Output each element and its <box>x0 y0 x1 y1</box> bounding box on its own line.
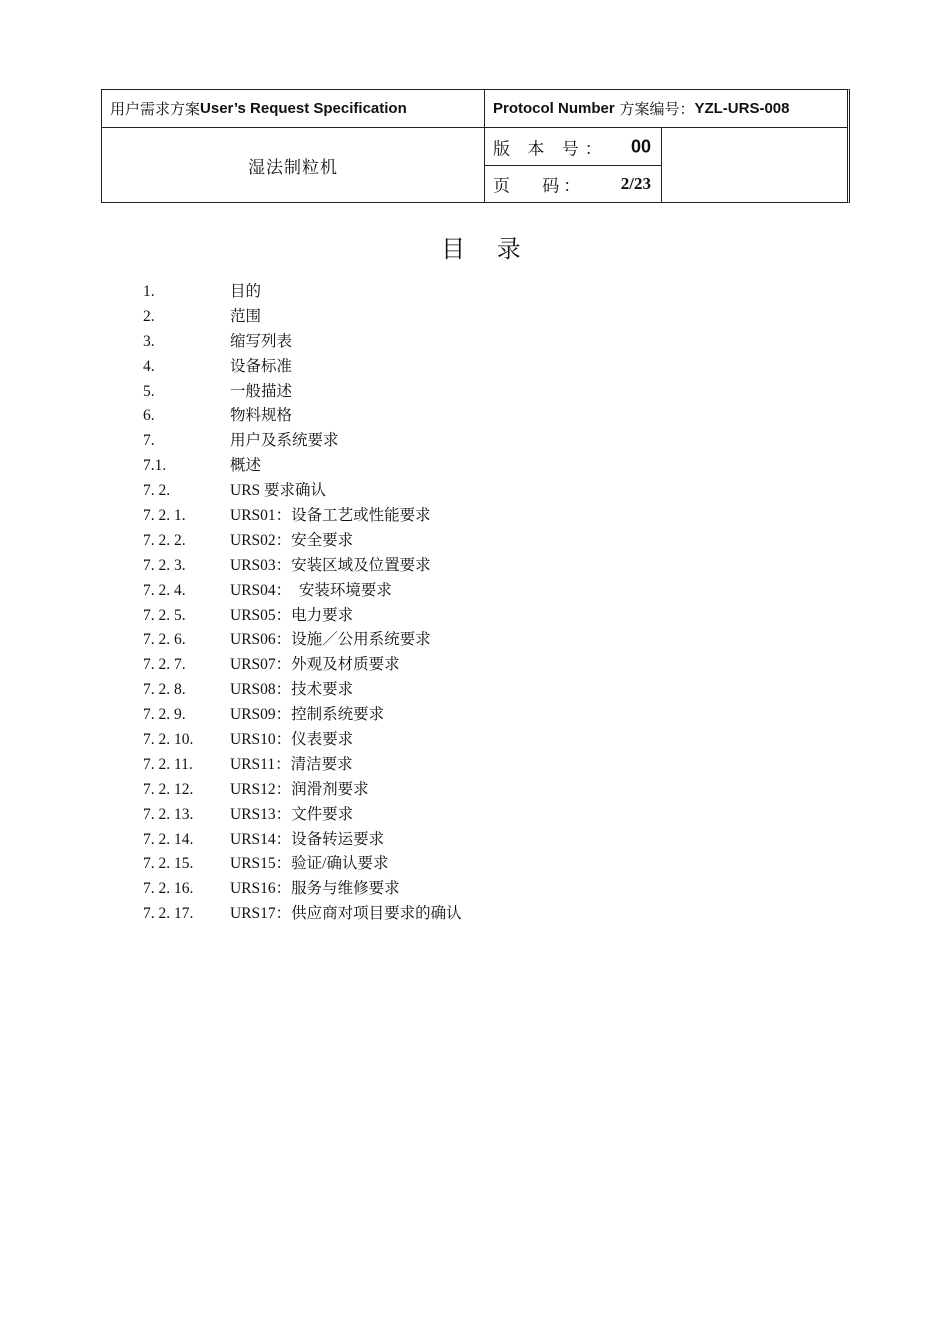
toc-entry-number: 7. 2. 16. <box>143 880 194 898</box>
toc-entry-number: 7. 2. 3. <box>143 556 186 574</box>
toc-entry-number: 7. 2. 5. <box>143 606 186 624</box>
toc-entry-text: 用户及系统要求 <box>230 432 339 450</box>
toc-entry-number: 7. 2. 13. <box>143 805 194 823</box>
toc-entry-text: URS15：验证/确认要求 <box>230 855 389 873</box>
toc-entry[interactable] <box>143 677 462 702</box>
toc-entry-text: URS04： 安装环境要求 <box>230 581 392 599</box>
toc-entry-text: 目的 <box>230 283 262 300</box>
toc-entry[interactable] <box>143 528 462 553</box>
page-number-cell <box>485 166 662 202</box>
toc-entry-text: 一般描述 <box>230 382 293 400</box>
toc-entry-number: 7. 2. 9. <box>143 706 186 724</box>
toc-entry[interactable] <box>143 802 462 827</box>
toc-entry-text: URS14：设备转运要求 <box>230 830 385 848</box>
blank-cell <box>662 128 848 202</box>
table-of-contents <box>143 279 462 926</box>
page-label: 页 码： <box>493 176 585 197</box>
equipment-name: 湿法制粒机 <box>248 157 338 178</box>
version-cell <box>485 128 662 166</box>
toc-entry-number: 7. 2. 17. <box>143 905 194 923</box>
toc-entry-text: URS02：安全要求 <box>230 531 354 549</box>
toc-entry-text: URS03：安装区域及位置要求 <box>230 556 431 574</box>
toc-entry-text: 缩写列表 <box>230 332 293 350</box>
toc-entry[interactable] <box>143 478 462 503</box>
toc-entry[interactable] <box>143 329 462 354</box>
toc-entry-text: URS12：润滑剂要求 <box>230 780 369 798</box>
toc-entry-text: URS05：电力要求 <box>230 606 354 624</box>
toc-entry-text: 概述 <box>230 457 262 475</box>
page-value: 2/23 <box>620 174 651 193</box>
toc-entry[interactable] <box>143 403 462 428</box>
toc-entry-text: URS08：技术要求 <box>230 681 354 699</box>
spec-title-en: User’s Request Specification <box>200 100 407 117</box>
toc-title: 目 录 <box>441 235 533 263</box>
toc-entry[interactable] <box>143 354 462 379</box>
toc-entry-number: 6. <box>143 407 155 425</box>
toc-entry-text: URS10：仪表要求 <box>230 731 354 749</box>
toc-entry-number: 7. 2. 12. <box>143 780 194 798</box>
toc-entry-number: 5. <box>143 382 155 400</box>
toc-entry-number: 1. <box>143 283 155 300</box>
toc-entry[interactable] <box>143 627 462 652</box>
spec-title-cn: 用户需求方案 <box>110 100 201 118</box>
toc-entry[interactable] <box>143 553 462 578</box>
toc-entry-number: 7. 2. 8. <box>143 681 186 699</box>
toc-entry[interactable] <box>143 827 462 852</box>
toc-entry-number: 7. 2. 11. <box>143 755 193 773</box>
toc-entry[interactable] <box>143 752 462 777</box>
toc-entry-number: 7. 2. 14. <box>143 830 194 848</box>
toc-entry[interactable] <box>143 851 462 876</box>
toc-entry[interactable] <box>143 603 462 628</box>
toc-entry-text: URS07：外观及材质要求 <box>230 656 400 674</box>
toc-entry[interactable] <box>143 727 462 752</box>
toc-entry-number: 7.1. <box>143 457 167 475</box>
toc-entry-text: URS 要求确认 <box>230 482 327 500</box>
toc-entry-text: URS17：供应商对项目要求的确认 <box>230 905 462 923</box>
version-value: 00 <box>630 136 651 156</box>
toc-entry-number: 4. <box>143 357 155 375</box>
equipment-name-cell <box>102 128 485 202</box>
toc-entry-number: 7. <box>143 432 155 450</box>
toc-entry-number: 7. 2. 1. <box>143 507 186 525</box>
toc-entry[interactable] <box>143 304 462 329</box>
spec-title-cell <box>102 90 485 128</box>
toc-entry[interactable] <box>143 279 462 304</box>
toc-entry-text: URS09：控制系统要求 <box>230 706 385 724</box>
toc-entry-text: URS16：服务与维修要求 <box>230 880 400 898</box>
toc-entry[interactable] <box>143 503 462 528</box>
document-header-table <box>101 89 850 203</box>
toc-entry-text: 物料规格 <box>230 407 293 425</box>
toc-entry[interactable] <box>143 379 462 404</box>
toc-entry-number: 3. <box>143 332 155 350</box>
toc-entry[interactable] <box>143 777 462 802</box>
protocol-label-cn: 方案编号： <box>614 100 695 118</box>
toc-entry-number: 7. 2. 6. <box>143 631 186 649</box>
toc-entry[interactable] <box>143 428 462 453</box>
toc-entry-number: 7. 2. <box>143 482 171 500</box>
toc-entry-number: 7. 2. 7. <box>143 656 186 674</box>
toc-entry-text: URS11：清洁要求 <box>230 755 353 773</box>
toc-entry-number: 7. 2. 10. <box>143 731 194 749</box>
protocol-number: YZL-URS-008 <box>694 100 790 117</box>
toc-entry[interactable] <box>143 453 462 478</box>
version-label: 版 本 号： <box>493 139 608 159</box>
toc-entry[interactable] <box>143 652 462 677</box>
toc-entry-text: 范围 <box>230 307 262 325</box>
toc-entry-text: URS13：文件要求 <box>230 805 354 823</box>
toc-entry-number: 7. 2. 15. <box>143 855 194 873</box>
protocol-number-cell <box>485 90 848 128</box>
toc-entry-number: 2. <box>143 307 155 325</box>
toc-entry-text: URS01：设备工艺或性能要求 <box>230 507 431 525</box>
toc-entry-number: 7. 2. 4. <box>143 581 186 599</box>
toc-entry[interactable] <box>143 876 462 901</box>
protocol-label-en: Protocol Number <box>493 100 615 117</box>
toc-entry-number: 7. 2. 2. <box>143 531 186 549</box>
toc-entry[interactable] <box>143 901 462 926</box>
toc-entry[interactable] <box>143 702 462 727</box>
toc-entry-text: URS06：设施／公用系统要求 <box>230 631 431 649</box>
toc-entry-text: 设备标准 <box>230 357 293 375</box>
toc-entry[interactable] <box>143 578 462 603</box>
